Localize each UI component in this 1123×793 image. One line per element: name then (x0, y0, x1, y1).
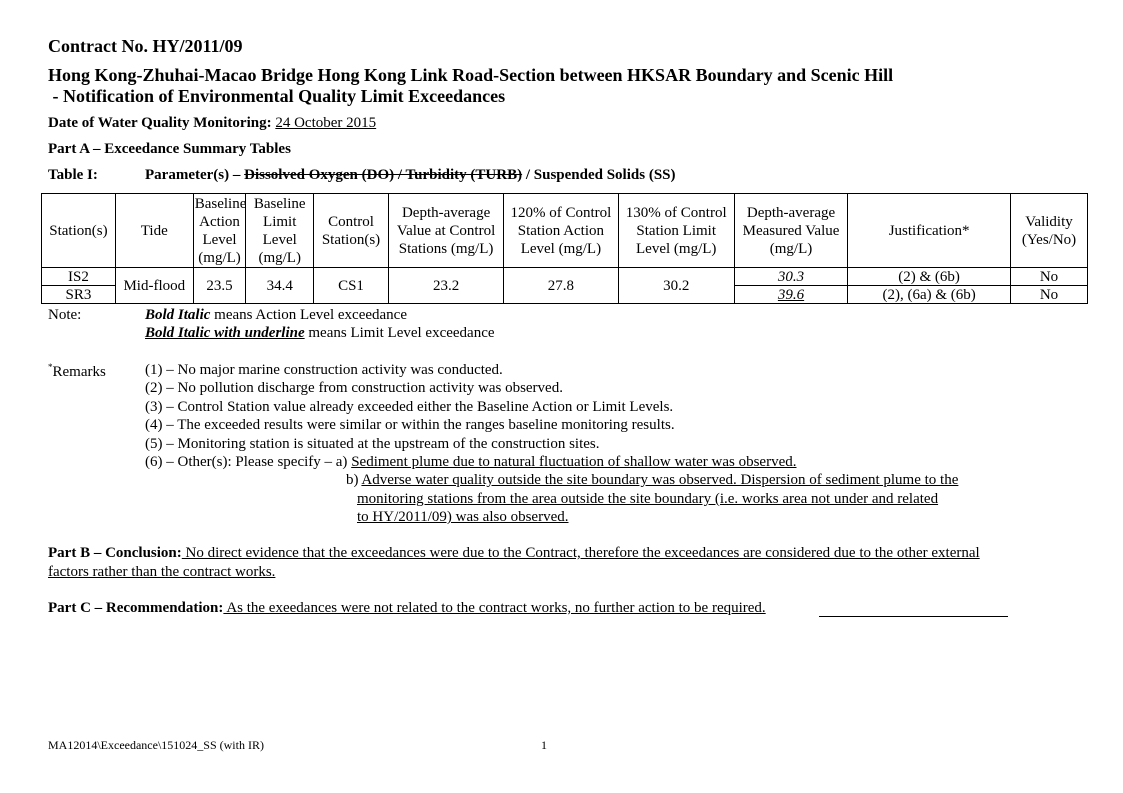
part-b-text-cont: factors rather than the contract works. (48, 564, 276, 580)
header-control-value: Depth-average Value at Control Stations (mg/L) (388, 194, 503, 268)
exceedance-table (41, 193, 1088, 304)
note-limit-text: means Limit Level exceedance (304, 325, 495, 341)
remark-item: (2) – No pollution discharge from construction activity was observed. (145, 380, 563, 396)
other-a: Sediment plume due to natural fluctuation of shallow water was observed. (351, 454, 797, 470)
remarks-label (48, 362, 106, 381)
header-limit-level: Baseline Limit Level (mg/L) (246, 194, 314, 268)
header-120-pct: 120% of Control Station Action Level (mg/L) (504, 194, 618, 268)
part-a-heading: Part A – Exceedance Summary Tables (48, 141, 291, 157)
note-action (145, 307, 407, 324)
measured-value-cell: 39.6 (734, 286, 847, 304)
other-prefix: (6) – Other(s): Please specify – a) (145, 454, 352, 470)
tide-cell: Mid-flood (115, 268, 193, 304)
limit-level-cell: 34.4 (246, 268, 314, 304)
header-control-station: Control Station(s) (314, 194, 389, 268)
remarks-text: Remarks (52, 364, 106, 380)
remarks-star: * (48, 362, 53, 372)
header-justification: Justification* (848, 194, 1011, 268)
measured-value-cell: 30.3 (734, 268, 847, 286)
part-c-text: As the exeedances were not related to the contract works, no further action to be required. (223, 600, 766, 616)
parameter-struck: Dissolved Oxygen (DO) / Turbidity (TURB) (244, 167, 523, 183)
parameter-line (145, 167, 676, 184)
justification-cell: (2) & (6b) (848, 268, 1011, 286)
remark-item: (1) – No major marine construction activity was conducted. (145, 362, 503, 378)
remark-item: (4) – The exceeded results were similar or within the ranges baseline monitoring results. (145, 417, 675, 433)
header-action-level: Baseline Action Level (mg/L) (194, 195, 247, 266)
note-limit (145, 325, 495, 342)
header-validity: Validity (Yes/No) (1011, 194, 1088, 268)
part-b-text: No direct evidence that the exceedances were due to the Contract, therefore the exceedances are considered due to the other external (181, 545, 980, 561)
other-b-line3: to HY/2011/09) was also observed. (357, 509, 569, 525)
control-station-cell: CS1 (314, 268, 389, 304)
header-stations: Station(s) (42, 194, 116, 268)
table-title (48, 167, 676, 184)
control-value-cell: 23.2 (388, 268, 503, 304)
document-subtitle: - Notification of Environmental Quality Limit Exceedances (48, 86, 506, 106)
table-header-row (42, 194, 1088, 268)
parameter-prefix: Parameter(s) – (145, 167, 245, 183)
action-level-cell: 23.5 (193, 268, 246, 304)
part-c-label: Part C – Recommendation: (48, 600, 224, 616)
justification-cell: (2), (6a) & (6b) (848, 286, 1011, 304)
note-action-em: Bold Italic (145, 307, 211, 323)
part-c-recommendation (48, 600, 766, 617)
other-b-prefix: b) (346, 472, 362, 488)
parameter-suffix: / Suspended Solids (SS) (522, 167, 676, 183)
remark-item-other (145, 454, 797, 471)
document-title: Hong Kong-Zhuhai-Macao Bridge Hong Kong Link Road-Section between HKSAR Boundary and Scenic Hill (48, 65, 894, 85)
header-measured-value: Depth-average Measured Value (mg/L) (734, 194, 847, 268)
pct120-cell: 27.8 (504, 268, 618, 304)
other-b-line1: Adverse water quality outside the site boundary was observed. Dispersion of sediment plume to the (361, 472, 959, 488)
header-tide: Tide (115, 194, 193, 268)
contract-number: Contract No. HY/2011/09 (48, 36, 243, 56)
station-cell: IS2 (42, 268, 116, 286)
remark-item-other-b (346, 472, 958, 489)
other-b-line2: monitoring stations from the area outside the site boundary (i.e. works area not under and related (357, 491, 939, 507)
header-130-pct: 130% of Control Station Limit Level (mg/L) (618, 194, 734, 268)
pct130-cell: 30.2 (618, 268, 734, 304)
validity-cell: No (1011, 268, 1088, 286)
note-limit-em: Bold Italic with underline (145, 325, 305, 341)
part-c-underline-fill (819, 616, 1008, 617)
date-value: 24 October 2015 (275, 115, 377, 131)
footer-path: MA12014\Exceedance\151024_SS (with IR) (48, 738, 264, 752)
validity-cell: No (1011, 286, 1088, 304)
date-label: Date of Water Quality Monitoring: (48, 115, 272, 131)
station-cell: SR3 (42, 286, 116, 304)
note-label: Note: (48, 307, 82, 323)
monitoring-date (48, 115, 376, 132)
part-b-label: Part B – Conclusion: (48, 545, 182, 561)
part-b-conclusion (48, 545, 980, 562)
remark-item: (3) – Control Station value already exceeded either the Baseline Action or Limit Levels. (145, 399, 674, 415)
note-action-text: means Action Level exceedance (210, 307, 407, 323)
table-row (42, 268, 1088, 286)
table-label: Table I: (48, 167, 98, 183)
remark-item: (5) – Monitoring station is situated at the upstream of the construction sites. (145, 436, 600, 452)
page-number: 1 (541, 738, 547, 752)
